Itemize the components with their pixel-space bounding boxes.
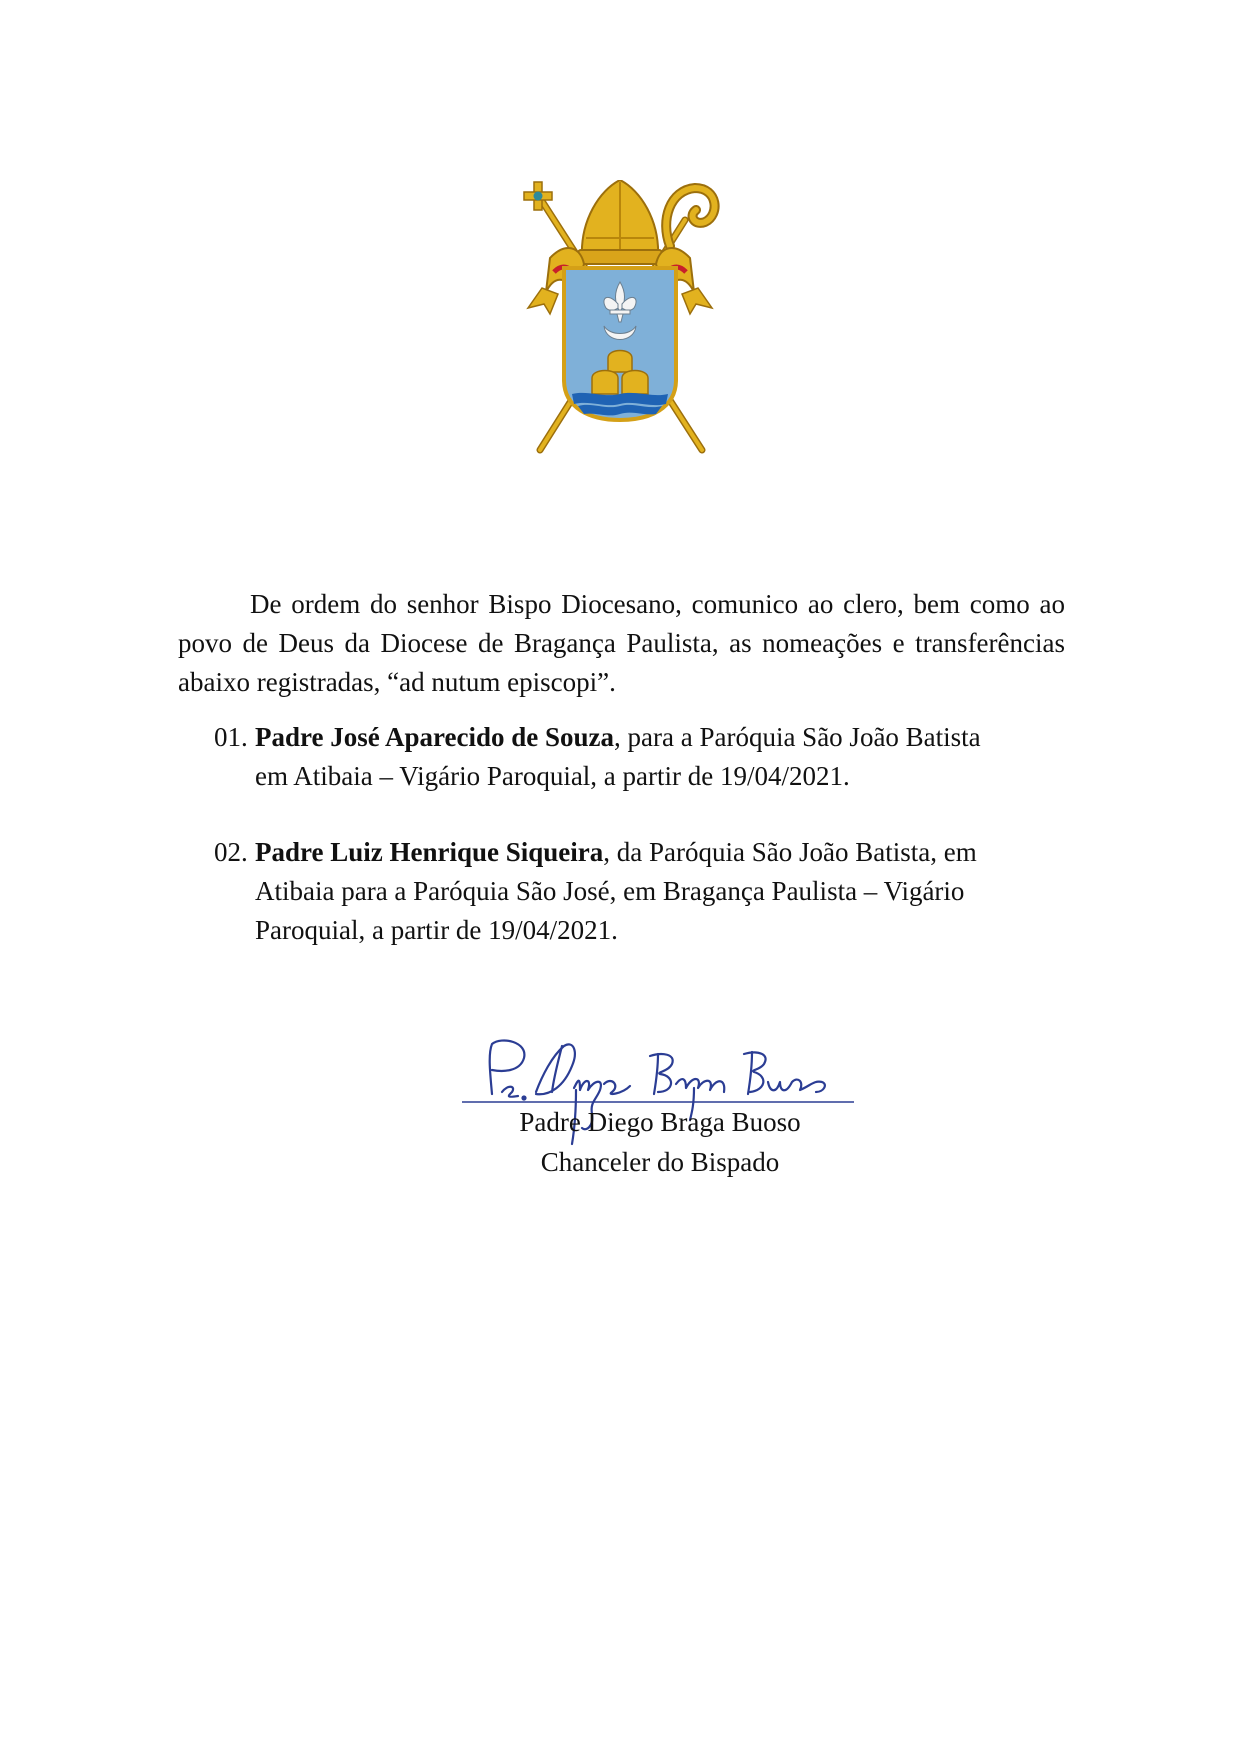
signer-title: Chanceler do Bispado (540, 1147, 780, 1177)
item-text: , para a Paróquia São João Batista (614, 722, 981, 752)
item-text: , da Paróquia São João Batista, em (603, 837, 977, 867)
item-line: Atibaia para a Paróquia São José, em Bragança Paulista – Vigário (255, 876, 965, 906)
appointment-item-02 (214, 833, 1094, 950)
item-body (255, 833, 1094, 950)
diocese-coat-of-arms-icon (520, 180, 720, 455)
appointment-item-01 (214, 718, 1094, 796)
item-line: em Atibaia – Vigário Paroquial, a partir de 19/04/2021. (255, 761, 850, 791)
priest-name: Padre Luiz Henrique Siqueira (255, 837, 604, 867)
intro-paragraph (178, 585, 1065, 702)
item-line (255, 833, 1094, 872)
item-number: 01. (214, 722, 248, 752)
intro-text: De ordem do senhor Bispo Diocesano, comunico ao clero, bem como ao povo de Deus da Diocese de Bragança Paulista, as nomeações e transferências abaixo registradas, “ad nutum episcopi”. (178, 589, 1065, 697)
priest-name: Padre José Aparecido de Souza (255, 722, 615, 752)
item-body (255, 718, 1094, 796)
item-line (255, 718, 1094, 757)
signer-block (460, 1102, 860, 1182)
item-number: 02. (214, 837, 248, 867)
signer-name: Padre Diego Braga Buoso (519, 1107, 801, 1137)
item-line: Paroquial, a partir de 19/04/2021. (255, 915, 618, 945)
